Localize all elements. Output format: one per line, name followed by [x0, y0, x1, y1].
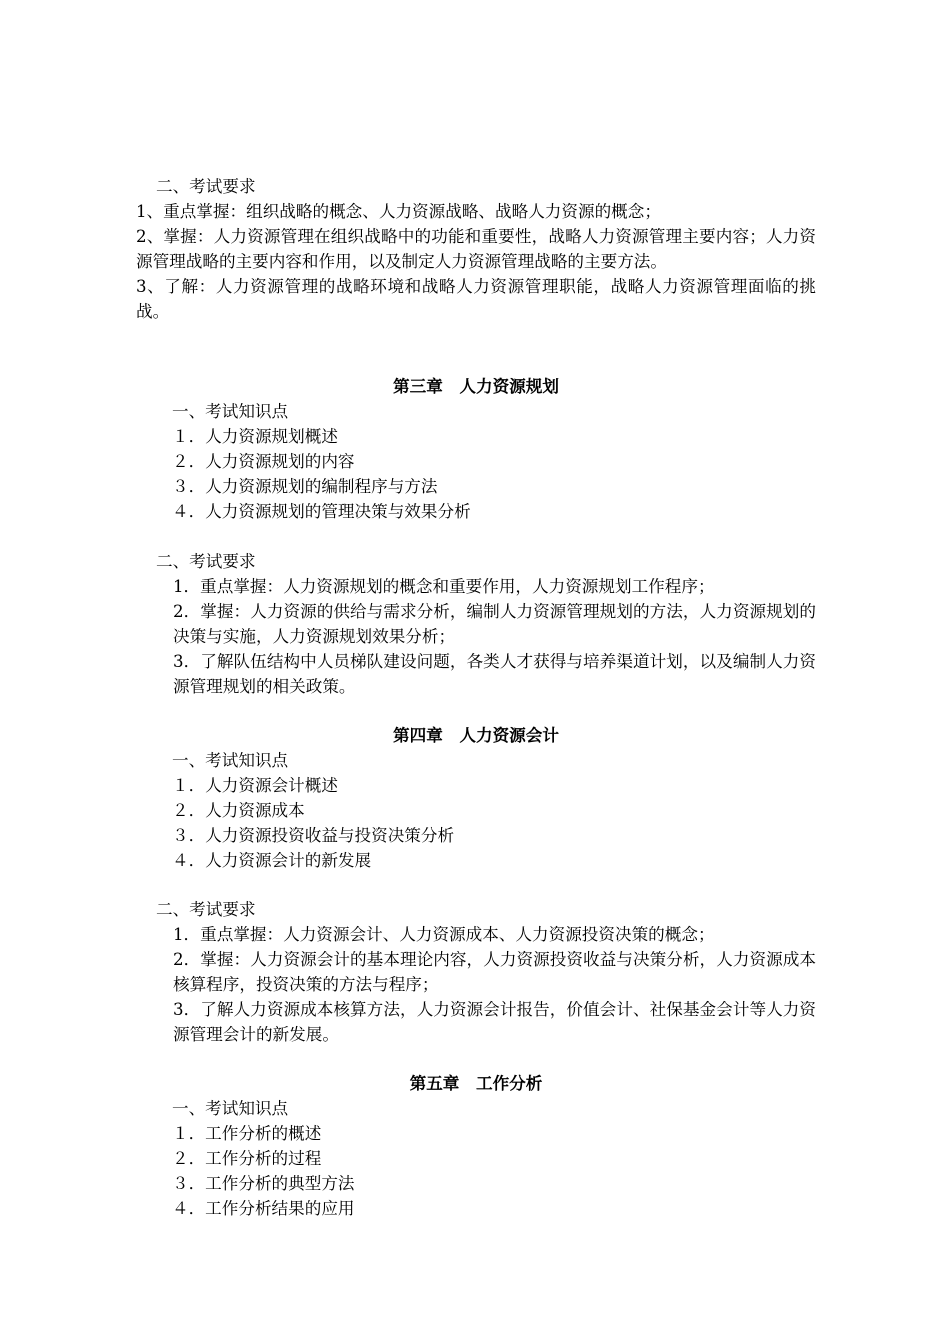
- section-heading: 二、考试要求: [156, 177, 256, 196]
- requirement-paragraph: 2．掌握：人力资源会计的基本理论内容，人力资源投资收益与决策分析，人力资源成本核算程序，投资决策的方法与程序；: [173, 950, 816, 994]
- requirement-paragraph: 1．重点掌握：人力资源规划的概念和重要作用，人力资源规划工作程序；: [173, 577, 715, 596]
- chapter-title: 第四章 人力资源会计: [393, 725, 559, 745]
- chapter3-section: [136, 374, 816, 524]
- knowledge-point: ２．人力资源成本: [172, 801, 305, 820]
- chapter4-section: [136, 723, 816, 873]
- requirement-paragraph: 1．重点掌握：人力资源会计、人力资源成本、人力资源投资决策的概念；: [173, 925, 715, 944]
- chapter-title: 第五章 工作分析: [409, 1073, 543, 1093]
- chapter5-section: [136, 1071, 816, 1221]
- requirement-paragraph: 3、了解：人力资源管理的战略环境和战略人力资源管理职能，战略人力资源管理面临的挑战。: [136, 277, 816, 321]
- requirement-paragraph: 3．了解队伍结构中人员梯队建设问题，各类人才获得与培养渠道计划，以及编制人力资源管理规划的相关政策。: [173, 652, 816, 696]
- chapter4-requirements: [136, 897, 816, 1047]
- chapter2-requirements: [136, 174, 816, 324]
- knowledge-point: ３．人力资源规划的编制程序与方法: [172, 477, 438, 496]
- chapter3-requirements: [136, 549, 816, 699]
- knowledge-point: ３．人力资源投资收益与投资决策分析: [172, 826, 455, 845]
- chapter-title: 第三章 人力资源规划: [393, 376, 559, 396]
- knowledge-point: １．工作分析的概述: [172, 1124, 322, 1143]
- knowledge-point: ４．人力资源会计的新发展: [172, 851, 372, 870]
- knowledge-point: １．人力资源规划概述: [172, 427, 338, 446]
- requirement-paragraph: 2．掌握：人力资源的供给与需求分析，编制人力资源管理规划的方法，人力资源规划的决策与实施，人力资源规划效果分析；: [173, 602, 816, 646]
- section-heading: 一、考试知识点: [172, 402, 289, 421]
- knowledge-point: ３．工作分析的典型方法: [172, 1174, 355, 1193]
- requirement-paragraph: 2、掌握：人力资源管理在组织战略中的功能和重要性，战略人力资源管理主要内容；人力资源管理战略的主要内容和作用，以及制定人力资源管理战略的主要方法。: [136, 227, 816, 271]
- requirement-paragraph: 3．了解人力资源成本核算方法，人力资源会计报告，价值会计、社保基金会计等人力资源管理会计的新发展。: [173, 1000, 816, 1044]
- section-heading: 二、考试要求: [156, 900, 256, 919]
- section-heading: 一、考试知识点: [172, 1099, 289, 1118]
- knowledge-point: ２．人力资源规划的内容: [172, 452, 355, 471]
- section-heading: 二、考试要求: [156, 552, 256, 571]
- knowledge-point: ２．工作分析的过程: [172, 1149, 322, 1168]
- requirement-paragraph: 1、重点掌握：组织战略的概念、人力资源战略、战略人力资源的概念；: [136, 202, 661, 221]
- knowledge-point: ４．工作分析结果的应用: [172, 1199, 355, 1218]
- knowledge-point: ４．人力资源规划的管理决策与效果分析: [172, 502, 471, 521]
- section-heading: 一、考试知识点: [172, 751, 289, 770]
- knowledge-point: １．人力资源会计概述: [172, 776, 338, 795]
